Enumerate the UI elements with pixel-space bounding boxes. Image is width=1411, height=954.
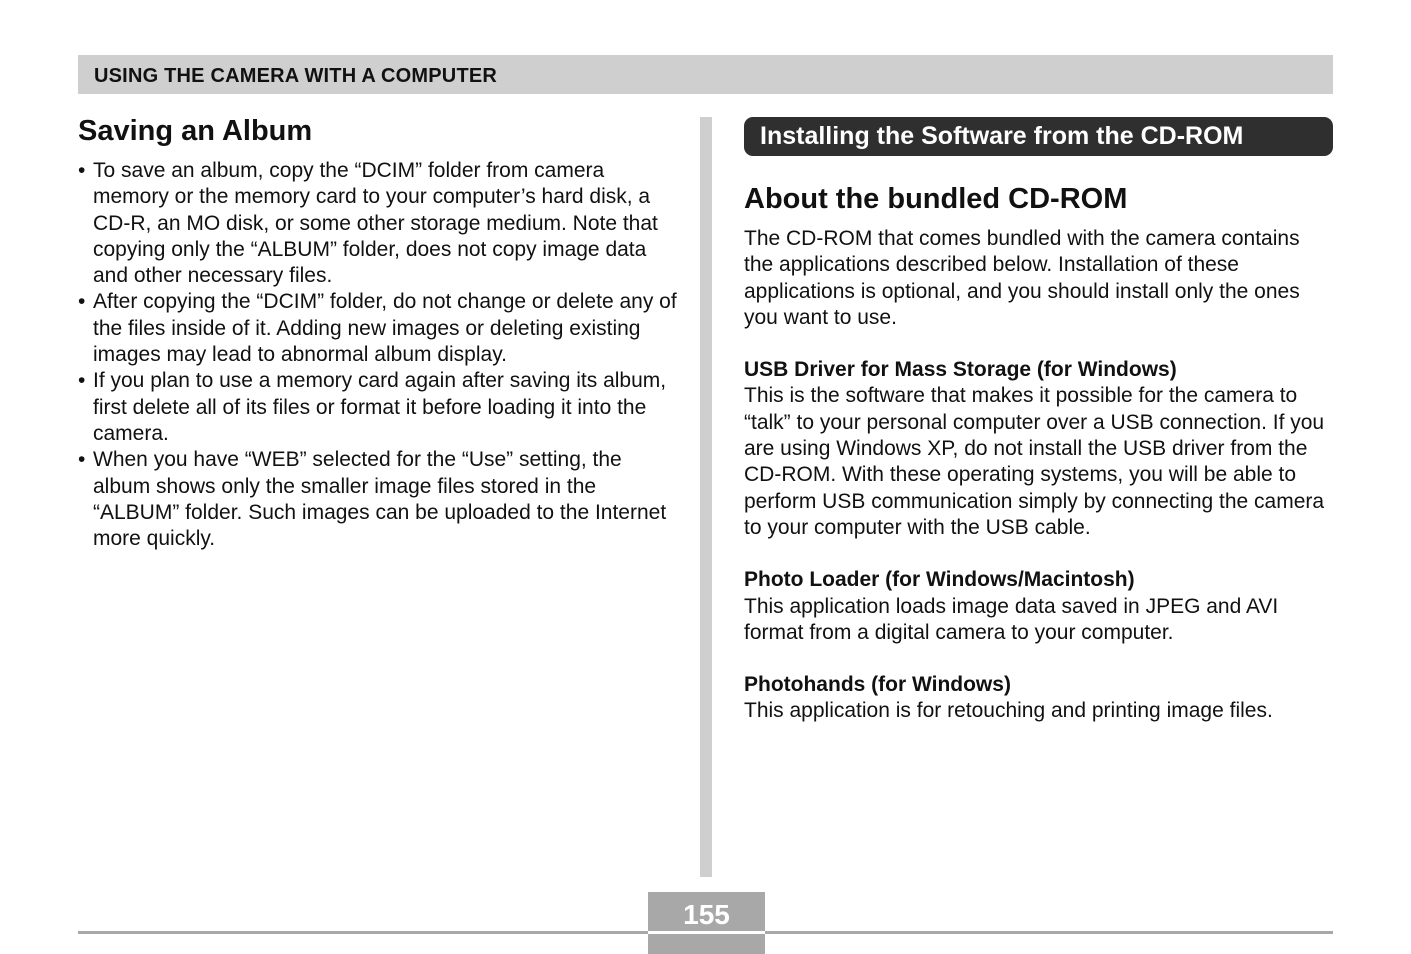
- page-number-box: [648, 892, 765, 954]
- app-entry-usb-driver: [744, 357, 1333, 541]
- chapter-title: USING THE CAMERA WITH A COMPUTER: [94, 65, 498, 87]
- app-entry-photo-loader: [744, 567, 1333, 646]
- section-title-saving-album: Saving an Album: [78, 115, 313, 147]
- intro-paragraph: The CD-ROM that comes bundled with the camera contains the applications described below. Installation of these applications is optional, and you should install only the ones you want to use.: [744, 227, 1300, 329]
- app-description: This is the software that makes it possible for the camera to “talk” to your personal computer over a USB connection. If you are using Windows XP, do not install the USB driver from the CD-ROM. With these operating systems, you will be able to perform USB communication simply by connecting the camera to your computer with the USB cable.: [744, 384, 1325, 539]
- app-entry-photohands: [744, 672, 1333, 725]
- column-divider: [700, 117, 712, 877]
- page-number: 155: [683, 899, 730, 930]
- bullet-item: • If you plan to use a memory card again after saving its album, first delete all of its files or format it before loading it into the camera.: [78, 368, 678, 447]
- app-name: USB Driver for Mass Storage (for Windows): [744, 358, 1177, 382]
- app-name: Photohands (for Windows): [744, 673, 1011, 697]
- subsection-title: About the bundled CD-ROM: [744, 183, 1128, 215]
- bullet-item: • After copying the “DCIM” folder, do not change or delete any of the files inside of it. Adding new images or deleting existing images may lead to abnormal album display.: [78, 289, 678, 368]
- bullet-item: • When you have “WEB” selected for the “Use” setting, the album shows only the smaller image files stored in the “ALBUM” folder. Such images can be uploaded to the Internet more quickly.: [78, 447, 678, 552]
- app-description: This application loads image data saved in JPEG and AVI format from a digital camera to your computer.: [744, 594, 1279, 644]
- bullet-item: • To save an album, copy the “DCIM” folder from camera memory or the memory card to your computer’s hard disk, a CD-R, an MO disk, or some other storage medium. Note that copying only the “ALBUM” folder, does not copy image data and other necessary files.: [78, 158, 678, 289]
- left-column: [78, 112, 678, 552]
- page-number-divider: [648, 931, 765, 934]
- footer-rule-right: [765, 931, 1333, 934]
- footer-rule-left: [78, 931, 648, 934]
- app-name: Photo Loader (for Windows/Macintosh): [744, 568, 1135, 592]
- section-banner: Installing the Software from the CD-ROM: [744, 117, 1333, 156]
- chapter-header: [78, 55, 1333, 94]
- app-description: This application is for retouching and printing image files.: [744, 699, 1273, 723]
- right-column: [744, 117, 1333, 725]
- album-bullet-list: [78, 158, 678, 552]
